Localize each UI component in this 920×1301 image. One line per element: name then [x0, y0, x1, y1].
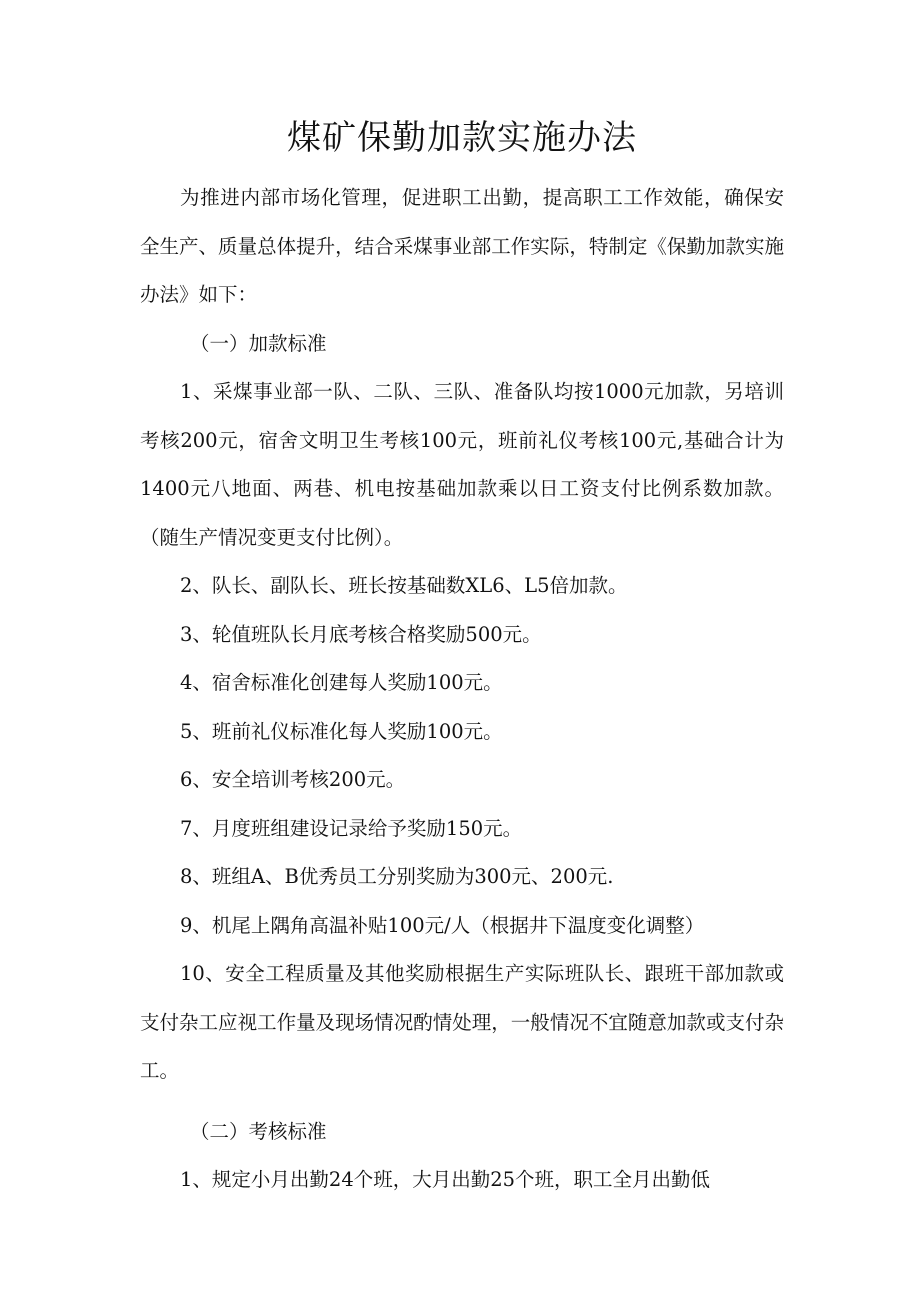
bonus-item-2: 2、队长、副队长、班长按基础数XL6、L5倍加款。: [180, 574, 628, 597]
bonus-item-8: 8、班组A、B优秀员工分别奖励为300元、200元.: [180, 865, 614, 888]
bonus-item-6: 6、安全培训考核200元。: [180, 768, 406, 791]
bonus-item-10: 10、安全工程质量及其他奖励根据生产实际班队长、跟班干部加款或支付杂工应视工作量及现场情况酌情处理，一般情况不宜随意加款或支付杂工。: [140, 962, 784, 1082]
section-heading-assessment-standard: （二）考核标准: [190, 1119, 327, 1143]
assessment-item-1: 1、规定小月出勤24个班，大月出勤25个班，职工全月出勤低: [180, 1168, 711, 1191]
bonus-item-3: 3、轮值班队长月底考核合格奖励500元。: [180, 622, 542, 646]
intro-paragraph: 为推进内部市场化管理，促进职工出勤，提高职工工作效能，确保安全生产、质量总体提升，结合采煤事业部工作实际，特制定《保勤加款实施办法》如下：: [140, 186, 784, 306]
document-title: 煤矿保勤加款实施办法: [287, 118, 637, 158]
section-heading-bonus-standard: （一）加款标准: [190, 331, 327, 355]
bonus-item-5: 5、班前礼仪标准化每人奖励100元。: [180, 719, 503, 743]
bonus-item-4: 4、宿舍标准化创建每人奖励100元。: [180, 671, 503, 694]
bonus-item-7: 7、月度班组建设记录给予奖励150元。: [180, 816, 523, 840]
bonus-item-9: 9、机尾上隅角高温补贴100元/人（根据井下温度变化调整）: [180, 913, 705, 937]
bonus-item-1: 1、采煤事业部一队、二队、三队、准备队均按1000元加款，另培训考核200元，宿舍文明卫生考核100元，班前礼仪考核100元,基础合计为1400元八地面、两巷、机电按基础加款乘以日工资支付比例系数加款。（随生产情况变更支付比例）。: [140, 380, 784, 549]
